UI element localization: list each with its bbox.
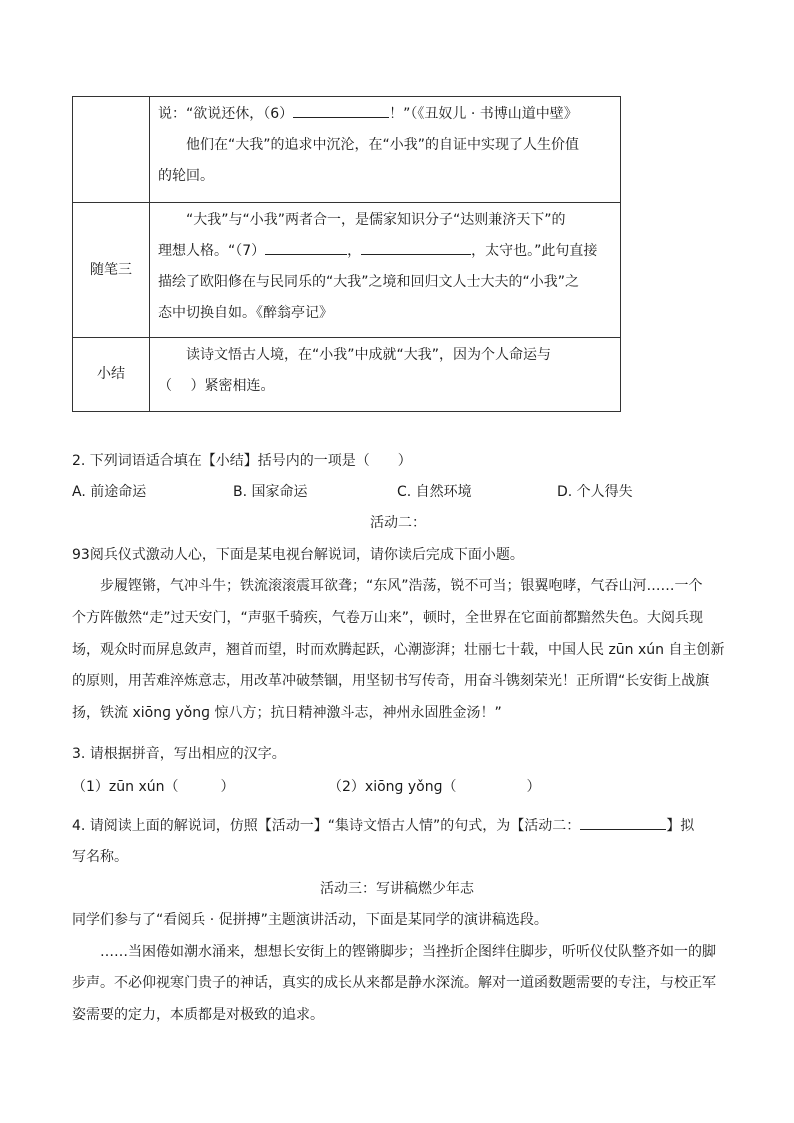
q4-line2: 写名称。 — [72, 849, 128, 865]
row1-line3: 的轮回。 — [158, 168, 214, 184]
activity3-p3: 姿需要的定力，本质都是对极致的追求。 — [72, 1007, 324, 1023]
activity2-p5: 扬，铁流 xiōnɡ yǒnɡ 惊八方；抗日精神激斗志，神州永固胜金汤！” — [72, 705, 502, 721]
activity3-title: 活动三：写讲稿燃少年志 — [320, 881, 474, 897]
blank-6[interactable] — [293, 103, 389, 118]
row2-line2-b: ， — [347, 243, 362, 259]
q2-stem: 2. 下列词语适合填在【小结】括号内的一项是（ ） — [72, 453, 412, 469]
row1-line1-a: 说：“欲说还休，（6） — [158, 106, 294, 122]
row1-line2: 他们在“大我”的追求中沉沦，在“小我”的自证中实现了人生价值 — [186, 137, 580, 153]
activity2-p4: 的原则，用苦难淬炼意志，用改革冲破禁锢，用坚韧书写传奇，用奋斗镌刻荣光！正所谓“长安街上战旗 — [72, 673, 710, 689]
row1-line1-b: ！”（《丑奴儿 · 书博山道中壁》 — [389, 106, 578, 122]
essay-table — [72, 96, 621, 412]
row3-line2: （ ）紧密相连。 — [158, 378, 275, 394]
activity2-intro: 93阅兵仪式激动人心，下面是某电视台解说词，请你读后完成下面小题。 — [72, 547, 524, 563]
activity2-p3: 场，观众时而屏息敛声，翘首而望，时而欢腾起跃，心潮澎湃；壮丽七十载，中国人民 zūn xún 自主创新 — [72, 642, 725, 658]
row3-line1: 读诗文悟古人境，在“小我”中成就“大我”，因为个人命运与 — [186, 347, 552, 363]
activity3-p2: 步声。不必仰视寒门贵子的神话，真实的成长从来都是静水深流。解对一道函数题需要的专注，与校正军 — [72, 975, 716, 991]
q4-line1 — [72, 815, 694, 835]
q4-line1-b: 】拟 — [666, 818, 695, 834]
q2-option-a[interactable]: A. 前途命运 — [72, 484, 147, 500]
row2-line2-a: 理想人格。“（7） — [158, 243, 266, 259]
activity2-p2: 个方阵傲然“走”过天安门，“声驱千骑疾，气卷万山来”，顿时，全世界在它面前都黯然失色。大阅兵现 — [72, 610, 704, 626]
row2-label: 随笔三 — [73, 203, 150, 338]
row1-content — [150, 97, 621, 203]
q4-blank[interactable] — [580, 815, 666, 830]
q2-option-b[interactable]: B. 国家命运 — [233, 484, 308, 500]
activity2-title: 活动二： — [370, 515, 426, 531]
blank-7a[interactable] — [265, 240, 347, 255]
row2-line3: 描绘了欧阳修在与民同乐的“大我”之境和回归文人士大夫的“小我”之 — [158, 274, 580, 290]
activity3-p1: ……当困倦如潮水涌来，想想长安街上的铿锵脚步；当挫折企图绊住脚步，听听仪仗队整齐如一的脚 — [100, 944, 716, 960]
row3-content — [150, 338, 621, 412]
row2-line4: 态中切换自如。《醉翁亭记》 — [158, 305, 333, 321]
row3-label: 小结 — [73, 338, 150, 412]
activity3-intro: 同学们参与了“看阅兵 · 促拼搏”主题演讲活动，下面是某同学的演讲稿选段。 — [72, 912, 548, 928]
q3-item2[interactable]: （2）xiōnɡ yǒnɡ（ ） — [328, 779, 541, 795]
q3-stem: 3. 请根据拼音，写出相应的汉字。 — [72, 746, 286, 762]
q2-option-c[interactable]: C. 自然环境 — [397, 484, 472, 500]
row2-line1: “大我”与“小我”两者合一，是儒家知识分子“达则兼济天下”的 — [186, 212, 566, 228]
activity2-p1: 步履铿锵，气冲斗牛；铁流滚滚震耳欲聋；“东风”浩荡，锐不可当；银翼咆哮，气吞山河……一个 — [100, 578, 703, 594]
row2-line2-c: ，太守也。”此句直接 — [471, 243, 598, 259]
q3-item1[interactable]: （1）zūn xún（ ） — [72, 779, 235, 795]
row1-label — [73, 97, 150, 203]
row2-content — [150, 203, 621, 338]
blank-7b[interactable] — [361, 240, 471, 255]
q4-line1-a: 4. 请阅读上面的解说词，仿照【活动一】“集诗文悟古人情”的句式，为【活动二： — [72, 818, 581, 834]
q2-option-d[interactable]: D. 个人得失 — [557, 484, 633, 500]
